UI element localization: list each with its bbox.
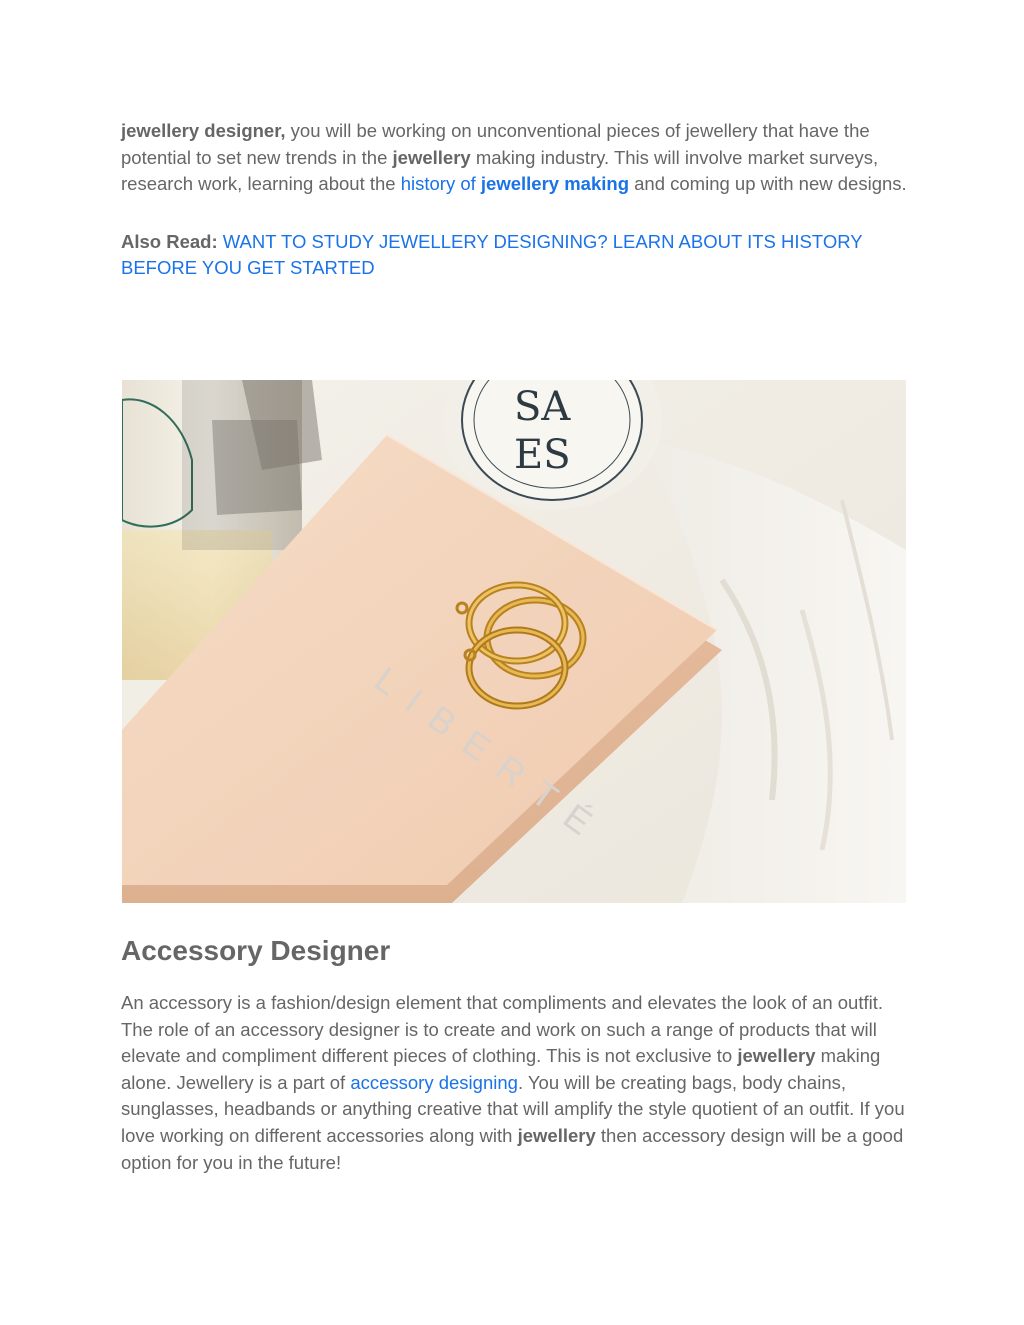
history-link-text: history of xyxy=(400,173,481,195)
jar-text-top: SA xyxy=(514,384,571,430)
article-top xyxy=(121,118,911,282)
jewellery-photo xyxy=(122,380,906,903)
section-bold-2: jewellery xyxy=(517,1124,596,1146)
accessory-designing-link[interactable]: accessory designing xyxy=(350,1071,518,1093)
intro-paragraph xyxy=(121,118,911,198)
intro-bold-jewellery: jewellery xyxy=(392,146,471,168)
jar-text-bottom: ES xyxy=(514,432,571,478)
section-paragraph xyxy=(121,990,911,1176)
history-link-bold: jewellery making xyxy=(480,173,629,195)
section-text-1: An accessory is a fashion/design element that compliments and elevates the look of an outfit. The role of an accessory designer is to create and work on such a range of products that will elevate and compliment different pieces of clothing. This is not exclusive to xyxy=(121,992,884,1067)
box-brand-text: LIBERTÉ xyxy=(367,658,615,854)
section-heading: Accessory Designer xyxy=(121,935,391,966)
intro-text-1: you will be working on unconventional pieces of jewellery that have the potential to set new trends in the xyxy=(121,120,870,168)
also-read-link[interactable]: WANT TO STUDY JEWELLERY DESIGNING? LEARN ABOUT ITS HISTORY BEFORE YOU GET STARTED xyxy=(121,230,863,279)
section-text-2: making alone. Jewellery is a part of xyxy=(121,1045,881,1093)
intro-bold-lead: jewellery designer, xyxy=(121,120,286,141)
section-text-4: then accessory design will be a good option for you in the future! xyxy=(121,1124,904,1173)
history-link[interactable] xyxy=(401,173,629,194)
also-read xyxy=(121,229,911,282)
intro-text-3: and coming up with new designs. xyxy=(629,173,907,195)
intro-text-2: making industry. This will involve market surveys, research work, learning about the xyxy=(121,146,879,195)
section-text-3: . You will be creating bags, body chains, sunglasses, headbands or anything creative that will amplify the style quotient of an outfit. If you love working on different accessories along with xyxy=(121,1071,905,1146)
section-bold-1: jewellery xyxy=(737,1045,816,1067)
also-read-label: Also Read: xyxy=(121,230,218,252)
